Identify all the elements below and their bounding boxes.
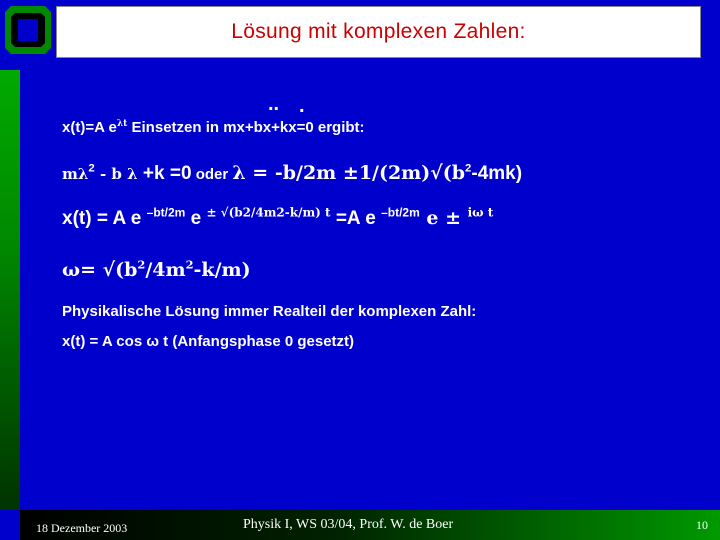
single-dot-marker: . bbox=[299, 95, 305, 117]
side-decor-bar bbox=[0, 70, 20, 510]
footer-date: 18 Dezember 2003 bbox=[36, 521, 128, 535]
line-characteristic-equation: $m\lambda^2$ - b λ +k =0 oder $\lambda = -b/2m \pm 1/(2m)√(b^2-4mk)$ bbox=[62, 162, 523, 184]
line-real-part: x(t) = A cos ω t (Anfangsphase 0 gesetzt) bbox=[62, 333, 355, 350]
page-number: 10 bbox=[696, 518, 708, 532]
university-logo-icon bbox=[3, 4, 53, 56]
title-box bbox=[56, 6, 701, 58]
line-ansatz: x(t)=A $e^{\lambda t}$ Einsetzen in mx+bx+kx=0 ergibt: bbox=[62, 119, 365, 136]
footer-course: Physik I, WS 03/04, Prof. W. de Boer bbox=[243, 517, 454, 532]
slide-title: Lösung mit komplexen Zahlen: bbox=[231, 20, 526, 43]
line-general-solution: x(t) = A e $^{-bt/2m}$ e $^{\pm √(b2/4m2-k/m) t}$ =A e $^{-bt/2m}$ e ± $^{i\omega t}$ bbox=[62, 205, 494, 229]
line-physical-solution: Physikalische Lösung immer Realteil der komplexen Zahl: bbox=[62, 303, 477, 320]
double-dot-marker: .. bbox=[268, 93, 280, 115]
line-omega-definition: $\omega= √(b^2/4m^2-k/m)$ bbox=[62, 257, 251, 281]
